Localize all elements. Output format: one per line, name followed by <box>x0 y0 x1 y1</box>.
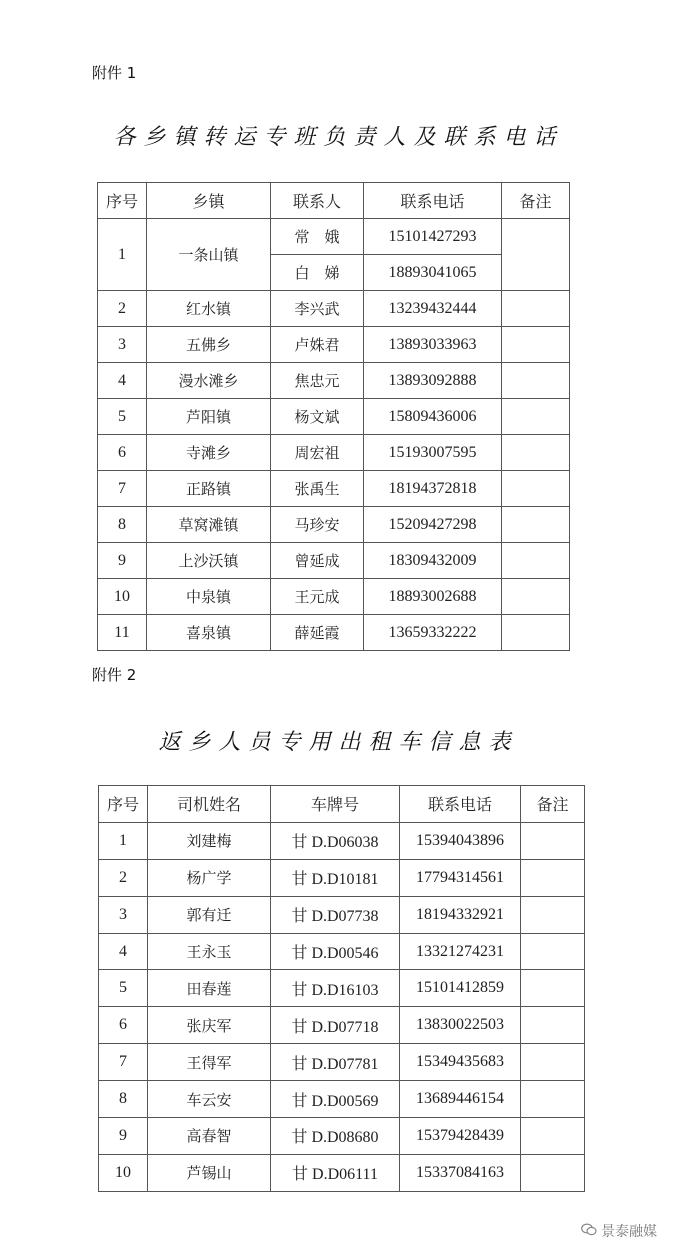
table-row <box>99 1007 585 1044</box>
table-row <box>98 579 570 615</box>
row-town: 五佛乡 <box>147 327 271 363</box>
row-contact: 白 娣 <box>271 255 364 291</box>
row-phone: 17794314561 <box>400 859 521 896</box>
row-note <box>521 859 585 896</box>
row-town: 正路镇 <box>147 471 271 507</box>
row-no: 1 <box>98 219 147 291</box>
row-no: 9 <box>99 1118 148 1155</box>
row-driver: 王得军 <box>148 1044 271 1081</box>
table-row <box>99 970 585 1007</box>
row-phone: 13239432444 <box>364 291 502 327</box>
row-phone: 13659332222 <box>364 615 502 651</box>
row-note <box>521 1154 585 1191</box>
row-plate: 甘 D.D08680 <box>271 1118 400 1155</box>
row-town: 中泉镇 <box>147 579 271 615</box>
row-note <box>502 435 570 471</box>
table-row <box>98 435 570 471</box>
row-note <box>502 291 570 327</box>
row-no: 10 <box>99 1154 148 1191</box>
wechat-icon <box>581 1223 597 1240</box>
row-note <box>521 1044 585 1081</box>
row-contact: 张禹生 <box>271 471 364 507</box>
row-plate: 甘 D.D06038 <box>271 822 400 859</box>
row-town: 喜泉镇 <box>147 615 271 651</box>
row-no: 3 <box>98 327 147 363</box>
table-row <box>99 933 585 970</box>
row-phone: 15394043896 <box>400 822 521 859</box>
header-phone: 联系电话 <box>400 786 521 823</box>
table-row <box>98 399 570 435</box>
table-row <box>99 1081 585 1118</box>
header-phone: 联系电话 <box>364 183 502 219</box>
row-note <box>502 363 570 399</box>
row-no: 7 <box>99 1044 148 1081</box>
row-phone: 15209427298 <box>364 507 502 543</box>
table-row <box>99 1154 585 1191</box>
row-no: 9 <box>98 543 147 579</box>
table-row <box>98 471 570 507</box>
row-note <box>521 896 585 933</box>
row-phone: 13830022503 <box>400 1007 521 1044</box>
row-driver: 田春莲 <box>148 970 271 1007</box>
row-phone: 13893033963 <box>364 327 502 363</box>
header-no: 序号 <box>98 183 147 219</box>
row-contact: 常 娥 <box>271 219 364 255</box>
row-note <box>521 933 585 970</box>
table-row <box>98 291 570 327</box>
row-driver: 张庆军 <box>148 1007 271 1044</box>
attachment-1-title: 各乡镇转运专班负责人及联系电话 <box>113 125 564 150</box>
header-note: 备注 <box>502 183 570 219</box>
row-no: 5 <box>98 399 147 435</box>
table-row <box>98 219 570 255</box>
row-plate: 甘 D.D00546 <box>271 933 400 970</box>
table-header-row <box>99 786 585 823</box>
row-phone: 18893002688 <box>364 579 502 615</box>
row-no: 4 <box>98 363 147 399</box>
row-town: 寺滩乡 <box>147 435 271 471</box>
row-plate: 甘 D.D00569 <box>271 1081 400 1118</box>
row-note <box>502 543 570 579</box>
row-no: 2 <box>98 291 147 327</box>
row-contact: 马珍安 <box>271 507 364 543</box>
row-contact: 周宏祖 <box>271 435 364 471</box>
row-note <box>521 1007 585 1044</box>
attachment-2-title: 返乡人员专用出租车信息表 <box>158 730 519 755</box>
table-row <box>99 1118 585 1155</box>
table-row <box>98 327 570 363</box>
watermark-text: 景泰融媒 <box>601 1224 657 1240</box>
row-town: 红水镇 <box>147 291 271 327</box>
row-phone: 15337084163 <box>400 1154 521 1191</box>
row-no: 7 <box>98 471 147 507</box>
row-note <box>521 970 585 1007</box>
row-note <box>502 471 570 507</box>
header-driver: 司机姓名 <box>148 786 271 823</box>
row-plate: 甘 D.D06111 <box>271 1154 400 1191</box>
row-note <box>502 615 570 651</box>
row-phone: 15101412859 <box>400 970 521 1007</box>
row-contact: 曾延成 <box>271 543 364 579</box>
row-driver: 王永玉 <box>148 933 271 970</box>
header-town: 乡镇 <box>147 183 271 219</box>
row-town: 漫水滩乡 <box>147 363 271 399</box>
row-plate: 甘 D.D07738 <box>271 896 400 933</box>
header-contact: 联系人 <box>271 183 364 219</box>
row-contact: 李兴武 <box>271 291 364 327</box>
row-phone: 13689446154 <box>400 1081 521 1118</box>
row-phone: 15193007595 <box>364 435 502 471</box>
row-phone: 13321274231 <box>400 933 521 970</box>
row-contact: 卢姝君 <box>271 327 364 363</box>
row-contact: 焦忠元 <box>271 363 364 399</box>
row-note <box>502 507 570 543</box>
row-plate: 甘 D.D07718 <box>271 1007 400 1044</box>
table-row <box>98 543 570 579</box>
table-row <box>99 1044 585 1081</box>
row-phone: 13893092888 <box>364 363 502 399</box>
table-row <box>99 822 585 859</box>
row-phone: 15101427293 <box>364 219 502 255</box>
row-driver: 芦锡山 <box>148 1154 271 1191</box>
row-phone: 18309432009 <box>364 543 502 579</box>
row-driver: 杨广学 <box>148 859 271 896</box>
row-note <box>502 327 570 363</box>
row-phone: 18194372818 <box>364 471 502 507</box>
row-plate: 甘 D.D07781 <box>271 1044 400 1081</box>
row-town: 上沙沃镇 <box>147 543 271 579</box>
row-phone: 15809436006 <box>364 399 502 435</box>
row-contact: 薛延霞 <box>271 615 364 651</box>
row-note <box>502 579 570 615</box>
row-no: 3 <box>99 896 148 933</box>
row-no: 6 <box>98 435 147 471</box>
header-no: 序号 <box>99 786 148 823</box>
row-no: 5 <box>99 970 148 1007</box>
town-contacts-table <box>97 182 570 651</box>
attachment-2-label: 附件 2 <box>92 666 137 684</box>
header-plate: 车牌号 <box>271 786 400 823</box>
row-no: 11 <box>98 615 147 651</box>
table-header-row <box>98 183 570 219</box>
row-driver: 郭有迁 <box>148 896 271 933</box>
table-row <box>99 859 585 896</box>
row-no: 6 <box>99 1007 148 1044</box>
row-note <box>502 219 570 291</box>
row-no: 8 <box>99 1081 148 1118</box>
row-driver: 高春智 <box>148 1118 271 1155</box>
watermark <box>581 1221 657 1241</box>
table-row <box>98 507 570 543</box>
attachment-1-label: 附件 1 <box>92 64 137 82</box>
row-note <box>521 822 585 859</box>
row-phone: 15349435683 <box>400 1044 521 1081</box>
row-town: 草窝滩镇 <box>147 507 271 543</box>
header-note: 备注 <box>521 786 585 823</box>
row-no: 2 <box>99 859 148 896</box>
row-note <box>521 1081 585 1118</box>
row-town: 芦阳镇 <box>147 399 271 435</box>
table-row <box>99 896 585 933</box>
row-plate: 甘 D.D10181 <box>271 859 400 896</box>
row-no: 1 <box>99 822 148 859</box>
row-no: 4 <box>99 933 148 970</box>
row-driver: 刘建梅 <box>148 822 271 859</box>
row-phone: 15379428439 <box>400 1118 521 1155</box>
row-contact: 王元成 <box>271 579 364 615</box>
row-note <box>521 1118 585 1155</box>
row-town: 一条山镇 <box>147 219 271 291</box>
row-phone: 18893041065 <box>364 255 502 291</box>
row-driver: 车云安 <box>148 1081 271 1118</box>
row-no: 8 <box>98 507 147 543</box>
row-phone: 18194332921 <box>400 896 521 933</box>
taxi-info-table <box>98 785 585 1192</box>
row-note <box>502 399 570 435</box>
row-contact: 杨文斌 <box>271 399 364 435</box>
row-plate: 甘 D.D16103 <box>271 970 400 1007</box>
table-row <box>98 615 570 651</box>
row-no: 10 <box>98 579 147 615</box>
table-row <box>98 363 570 399</box>
